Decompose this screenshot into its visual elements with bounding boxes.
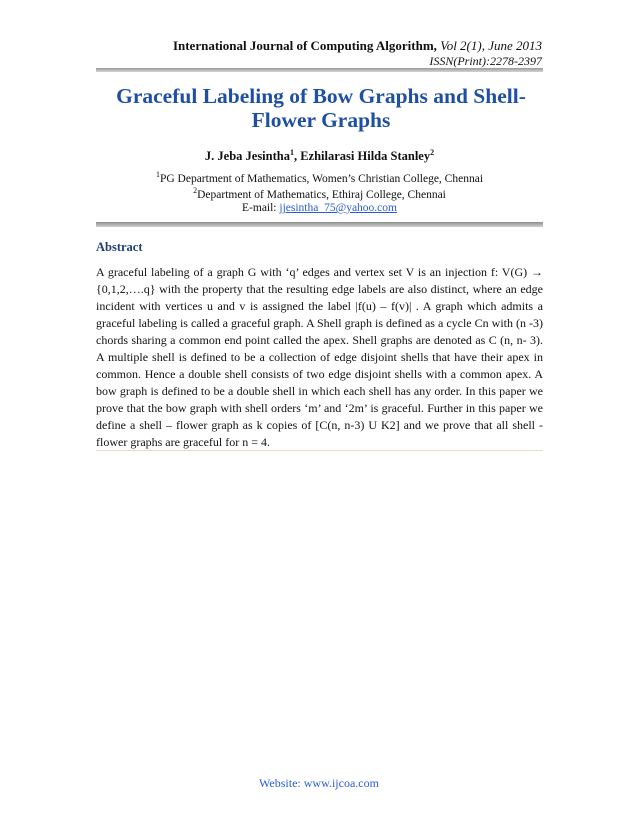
affiliation-1-sup: 1 [155,170,160,179]
email-line [96,202,543,214]
affiliation-2 [96,186,543,201]
abstract-heading: Abstract [96,240,143,254]
header-rule [96,68,543,72]
author-line [96,148,543,164]
author-separator: , [293,149,301,164]
affiliation-2-text: Department of Mathematics, Ethiraj College, Chennai [197,188,446,201]
footer-website[interactable]: Website: www.ijcoa.com [259,776,379,790]
author-2: Ezhilarasi Hilda Stanley [300,149,431,164]
author-1: J. Jeba Jesintha [204,149,290,164]
journal-header [173,38,542,54]
journal-volume: Vol 2(1), June 2013 [436,38,542,53]
abstract-rule [96,450,543,451]
paper-title: Graceful Labeling of Bow Graphs and Shell-Flower Graphs [116,84,526,132]
abstract-text: A graceful labeling of a graph G with ‘q’ edges and vertex set V is an injection f: V(G) → {0,1,2,….q} with the property that the resulting edge labels are also distinct, where an edge incident with vertices u and v is assigned the label |f(u) – f(v)| . A graph which admits a graceful labeling is called a graceful graph. A Shell graph is defined as a cycle Cn with (n -3) chords sharing a common end point called the apex. Shell graphs are denoted as C (n, n- 3). A multiple shell is defined to be a collection of edge disjoint shells that have their apex in common. Hence a double shell consists of two edge disjoint shells with a common apex. A bow graph is defined to be a double shell in which each shell has any order. In this paper we prove that the bow graph with shell orders ‘m’ and ‘2m’ is graceful. Further in this paper we define a shell – flower graph as k copies of [C(n, n-3) U K2] and we prove that all shell - flower graphs are graceful for n = 4. [96,265,543,449]
author-2-sup: 2 [430,148,435,157]
affiliation-1-text: PG Department of Mathematics, Women’s Christian College, Chennai [159,172,484,185]
journal-name: International Journal of Computing Algorithm, [172,38,437,53]
journal-issn: ISSN(Print):2278-2397 [429,54,542,68]
author-1-sup: 1 [289,148,294,157]
affiliation-1 [96,170,543,185]
email-link[interactable]: jjesintha_75@yahoo.com [279,202,397,214]
section-rule [96,222,543,227]
email-label: E-mail: [242,202,280,214]
affiliation-2-sup: 2 [193,186,198,195]
